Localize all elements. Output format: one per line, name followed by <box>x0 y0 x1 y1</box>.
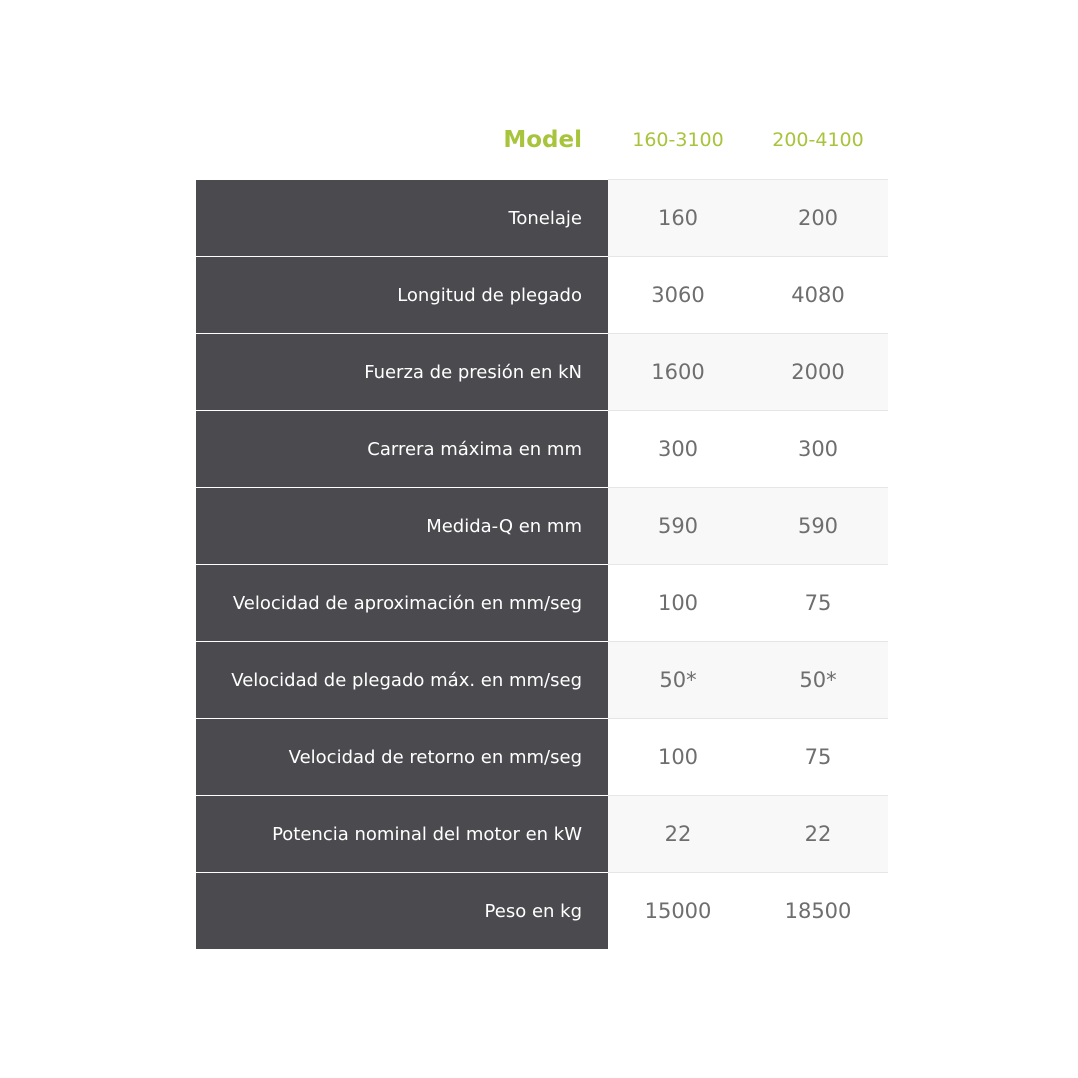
table-row <box>196 565 888 642</box>
row-label: Tonelaje <box>196 180 608 257</box>
row-value-model-2: 75 <box>748 565 888 642</box>
row-value-model-1: 3060 <box>608 257 748 334</box>
row-label: Fuerza de presión en kN <box>196 334 608 411</box>
table-row <box>196 719 888 796</box>
row-value-model-2: 50* <box>748 642 888 719</box>
row-value-model-1: 100 <box>608 565 748 642</box>
table-row <box>196 796 888 873</box>
row-value-model-1: 15000 <box>608 873 748 950</box>
row-label: Velocidad de aproximación en mm/seg <box>196 565 608 642</box>
row-value-model-2: 4080 <box>748 257 888 334</box>
row-value-model-2: 2000 <box>748 334 888 411</box>
row-value-model-1: 160 <box>608 180 748 257</box>
table-row <box>196 334 888 411</box>
row-label: Velocidad de retorno en mm/seg <box>196 719 608 796</box>
model-header-label: Model <box>503 126 582 153</box>
table-row <box>196 873 888 950</box>
row-value-model-1: 1600 <box>608 334 748 411</box>
row-value-model-2: 200 <box>748 180 888 257</box>
row-value-model-2: 18500 <box>748 873 888 950</box>
row-value-model-1: 590 <box>608 488 748 565</box>
table-row <box>196 411 888 488</box>
table-row <box>196 180 888 257</box>
row-label: Longitud de plegado <box>196 257 608 334</box>
table-header-row <box>196 100 888 180</box>
row-value-model-2: 590 <box>748 488 888 565</box>
row-label: Carrera máxima en mm <box>196 411 608 488</box>
row-label: Peso en kg <box>196 873 608 950</box>
row-value-model-2: 300 <box>748 411 888 488</box>
row-value-model-1: 100 <box>608 719 748 796</box>
row-value-model-2: 22 <box>748 796 888 873</box>
row-value-model-1: 300 <box>608 411 748 488</box>
specifications-table <box>196 100 888 949</box>
row-value-model-1: 22 <box>608 796 748 873</box>
row-label: Medida-Q en mm <box>196 488 608 565</box>
row-label: Velocidad de plegado máx. en mm/seg <box>196 642 608 719</box>
row-value-model-2: 75 <box>748 719 888 796</box>
table-row <box>196 642 888 719</box>
model-header-160-3100: 160-3100 <box>632 128 724 151</box>
model-header-200-4100: 200-4100 <box>772 128 864 151</box>
table-row <box>196 488 888 565</box>
row-value-model-1: 50* <box>608 642 748 719</box>
row-label: Potencia nominal del motor en kW <box>196 796 608 873</box>
table-row <box>196 257 888 334</box>
